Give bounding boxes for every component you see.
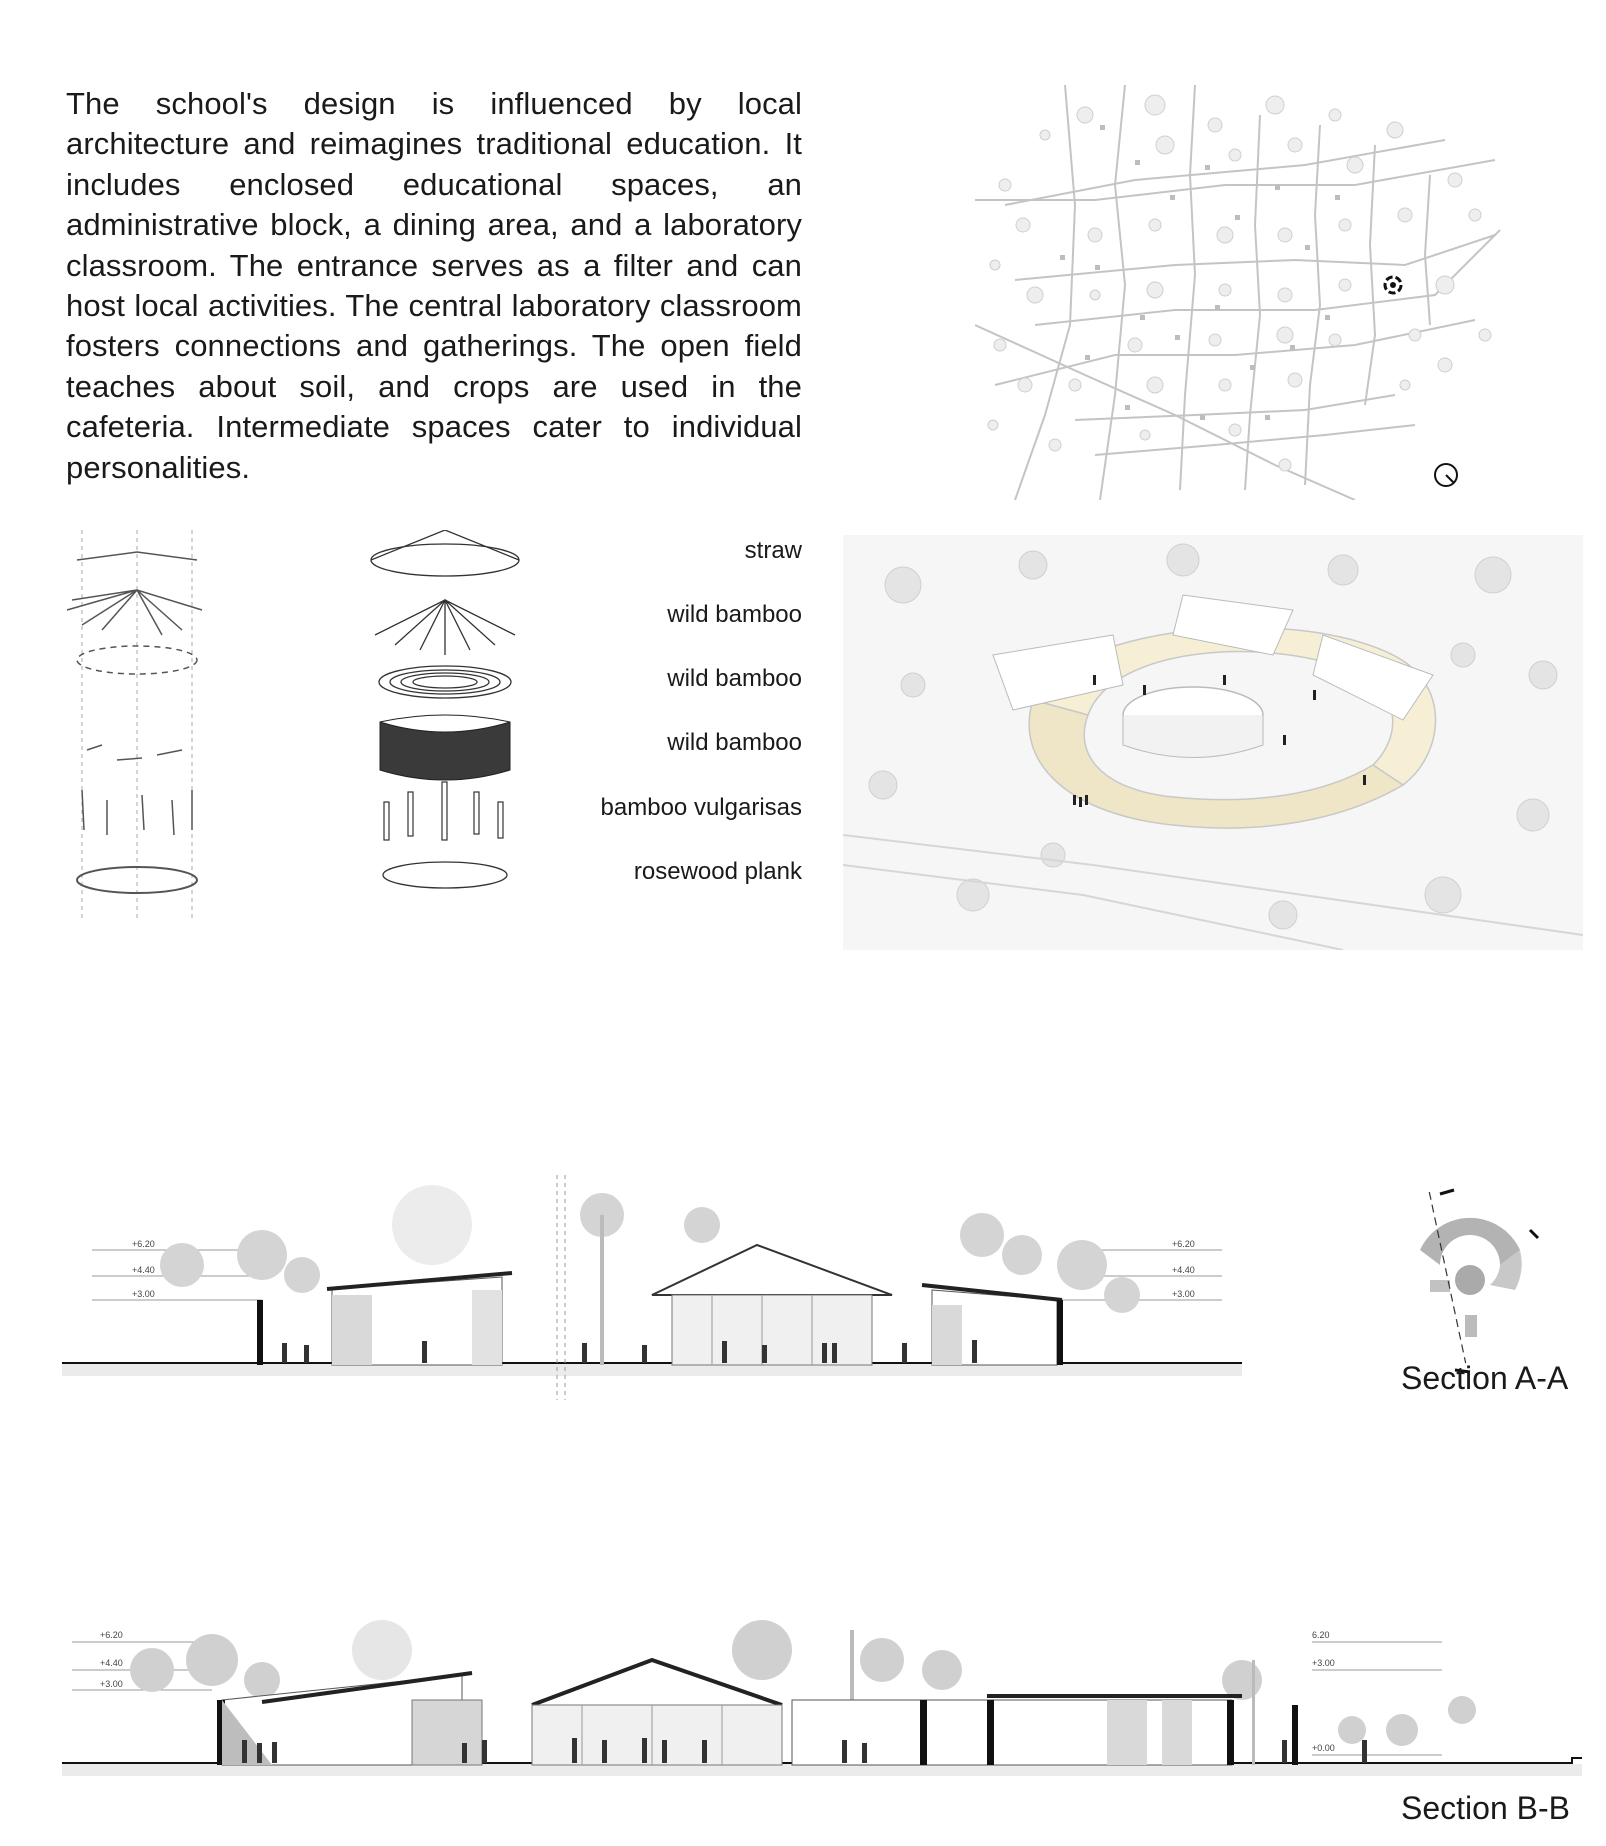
level-label: +3.00 xyxy=(100,1679,123,1689)
section-a-a-drawing xyxy=(62,1165,1252,1405)
axonometric-view xyxy=(843,535,1583,950)
level-label: +6.20 xyxy=(132,1239,155,1249)
section-a-a-key-plan xyxy=(1390,1180,1540,1380)
site-map xyxy=(975,85,1515,500)
level-label: +4.40 xyxy=(1172,1265,1195,1275)
material-label: bamboo vulgarisas xyxy=(600,794,802,821)
material-label: rosewood plank xyxy=(633,858,802,885)
material-legend xyxy=(560,530,802,890)
level-label: +6.20 xyxy=(1172,1239,1195,1249)
north-arrow-icon xyxy=(1435,464,1457,486)
section-b-b-drawing xyxy=(62,1590,1582,1790)
section-a-a-title: Section A-A xyxy=(1401,1360,1569,1396)
material-label: wild bamboo xyxy=(667,729,802,756)
material-label: straw xyxy=(744,537,802,564)
project-description: The school's design is influenced by local architecture and reimagines traditional education. It includes enclosed educational spaces, an administrative block, a dining area, and a laboratory classroom. The entrance serves as a filter and can host local activities. The central laboratory classroom fosters connections and gatherings. The open field teaches about soil, and crops are used in the cafeteria. Intermediate spaces cater to individual personalities. xyxy=(66,86,802,485)
school-location-marker xyxy=(1385,277,1401,293)
section-b-b-title: Section B-B xyxy=(1401,1790,1570,1826)
level-label: +3.00 xyxy=(1172,1289,1195,1299)
level-label: +0.00 xyxy=(1312,1743,1335,1753)
exploded-components-diagram xyxy=(370,530,530,900)
level-label: 6.20 xyxy=(1312,1630,1330,1640)
material-label: wild bamboo xyxy=(667,601,802,628)
material-label: wild bamboo xyxy=(667,665,802,692)
level-label: +4.40 xyxy=(100,1658,123,1668)
exploded-sketch xyxy=(62,530,222,920)
level-label: +6.20 xyxy=(100,1630,123,1640)
level-label: +4.40 xyxy=(132,1265,155,1275)
level-label: +3.00 xyxy=(1312,1658,1335,1668)
level-label: +3.00 xyxy=(132,1289,155,1299)
